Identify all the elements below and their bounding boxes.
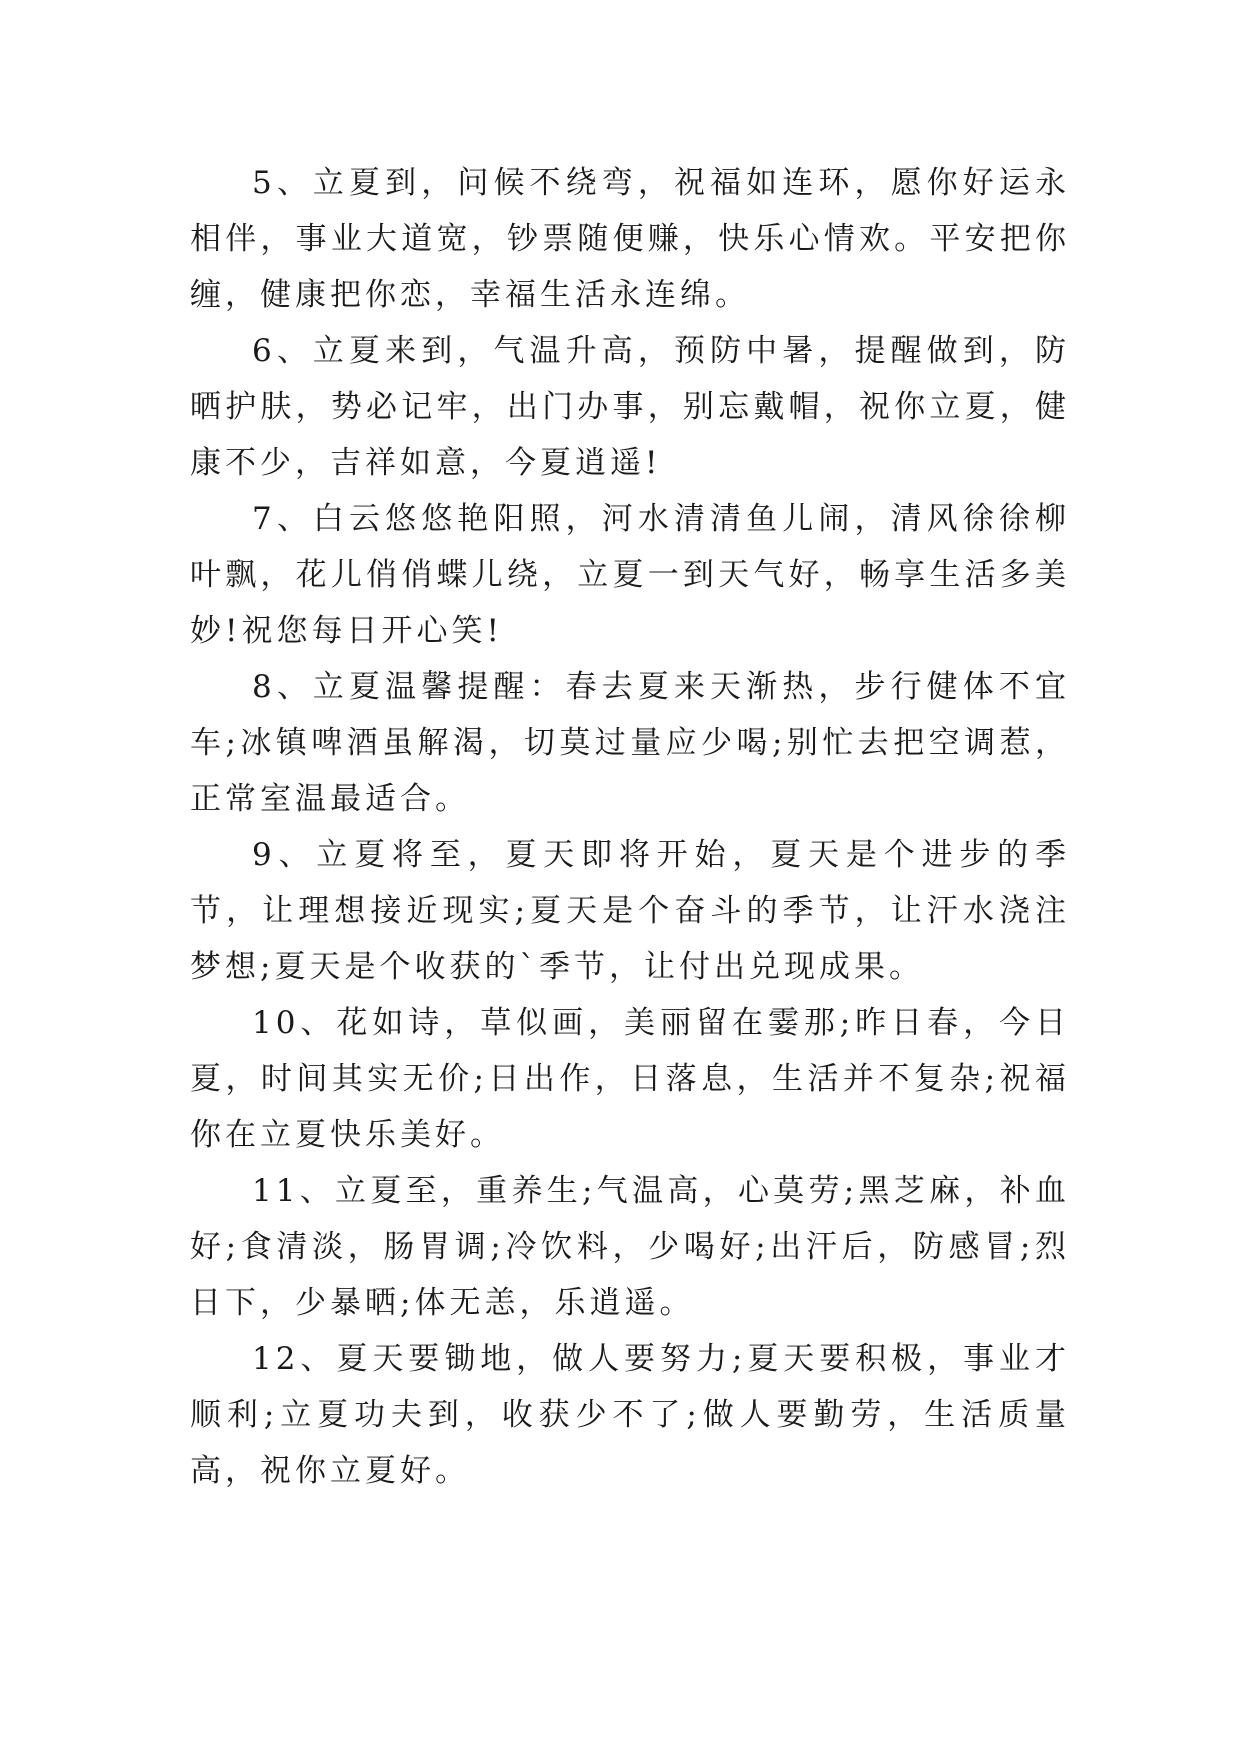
paragraph-8: 8、立夏温馨提醒：春去夏来天渐热，步行健体不宜车;冰镇啤酒虽解渴，切莫过量应少喝;别忙去把空调惹，正常室温最适合。 [190,669,1070,817]
paragraph-11: 11、立夏至，重养生;气温高，心莫劳;黑芝麻，补血好;食清淡，肠胃调;冷饮料，少喝好;出汗后，防感冒;烈日下，少暴晒;体无恙，乐逍遥。 [190,1173,1070,1321]
paragraph-9: 9、立夏将至，夏天即将开始，夏天是个进步的季节，让理想接近现实;夏天是个奋斗的季节，让汗水浇注梦想;夏天是个收获的`季节，让付出兑现成果。 [190,837,1070,985]
paragraph-6: 6、立夏来到，气温升高，预防中暑，提醒做到，防晒护肤，势必记牢，出门办事，别忘戴帽，祝你立夏，健康不少，吉祥如意，今夏逍遥! [190,333,1070,481]
paragraph-12: 12、夏天要锄地，做人要努力;夏天要积极，事业才顺利;立夏功夫到，收获少不了;做人要勤劳，生活质量高，祝你立夏好。 [190,1341,1070,1489]
document-body [190,155,1070,1499]
paragraph-10: 10、花如诗，草似画，美丽留在霎那;昨日春，今日夏，时间其实无价;日出作，日落息，生活并不复杂;祝福你在立夏快乐美好。 [190,1005,1070,1153]
paragraph-7: 7、白云悠悠艳阳照，河水清清鱼儿闹，清风徐徐柳叶飘，花儿俏俏蝶儿绕，立夏一到天气好，畅享生活多美妙!祝您每日开心笑! [190,501,1070,649]
paragraph-5: 5、立夏到，问候不绕弯，祝福如连环，愿你好运永相伴，事业大道宽，钞票随便赚，快乐心情欢。平安把你缠，健康把你恋，幸福生活永连绵。 [190,165,1070,313]
